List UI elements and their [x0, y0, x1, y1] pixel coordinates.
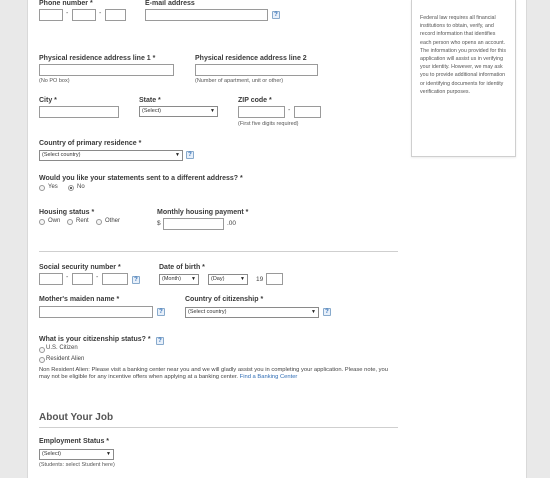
resident-alien-radio[interactable]	[39, 357, 45, 363]
address-line2-input[interactable]	[195, 64, 318, 76]
chevron-down-icon: ▼	[311, 309, 316, 315]
about-job-heading: About Your Job	[39, 412, 114, 423]
employment-status-select[interactable]	[39, 449, 114, 460]
citizenship-country-help-icon[interactable]: ?	[323, 308, 331, 316]
statements-no-label: No	[77, 184, 85, 190]
application-form-page	[27, 0, 527, 478]
email-help-icon[interactable]: ?	[272, 11, 280, 19]
section-divider	[39, 251, 398, 252]
citizenship-country-label: Country of citizenship *	[185, 296, 264, 303]
country-residence-value: (Select country)	[42, 152, 81, 158]
employment-status-hint: (Students: select Student here)	[39, 462, 115, 468]
housing-other-radio[interactable]	[96, 219, 102, 225]
chevron-down-icon: ▼	[175, 152, 180, 158]
dob-month-select[interactable]	[159, 274, 199, 285]
dob-year-input[interactable]	[266, 273, 283, 285]
ssn-dash-1: -	[66, 274, 69, 281]
country-residence-select[interactable]	[39, 150, 183, 161]
city-label: City *	[39, 97, 57, 104]
phone-dash-2: -	[99, 10, 102, 17]
housing-status-label: Housing status *	[39, 209, 95, 216]
dob-label: Date of birth *	[159, 264, 205, 271]
address-line1-label: Physical residence address line 1 *	[39, 55, 156, 62]
phone-dash-1: -	[66, 10, 69, 17]
cents-suffix: .00	[227, 220, 237, 227]
citizenship-country-value: (Select country)	[188, 309, 227, 315]
housing-other-label: Other	[105, 218, 121, 224]
address-line1-hint: (No PO box)	[39, 78, 70, 84]
phone-area-code-input[interactable]	[39, 9, 63, 21]
dob-day-value: (Day)	[211, 276, 225, 282]
ssn-part1-input[interactable]	[39, 273, 63, 285]
maiden-name-input[interactable]	[39, 306, 153, 318]
statements-yes-radio[interactable]	[39, 185, 45, 191]
state-select[interactable]	[139, 106, 218, 117]
resident-alien-label: Resident Alien	[46, 356, 85, 362]
chevron-down-icon: ▼	[191, 276, 196, 282]
zip-hint: (First five digits required)	[238, 121, 299, 127]
address-line1-input[interactable]	[39, 64, 174, 76]
housing-payment-label: Monthly housing payment *	[157, 209, 249, 216]
citizenship-status-label: What is your citizenship status? *	[39, 336, 151, 343]
federal-law-notice-text: Federal law requires all financial institutions to obtain, verify, and record information that identifies each person who opens an account. The information you provided for this application will assist us in verifying your identity. However, we may ask you to provide additional information or identifying documents for identity verification purposes.	[420, 15, 506, 95]
address-line2-label: Physical residence address line 2	[195, 55, 307, 62]
ssn-part3-input[interactable]	[102, 273, 128, 285]
zip-input[interactable]	[238, 106, 285, 118]
country-residence-help-icon[interactable]: ?	[186, 151, 194, 159]
job-section-divider	[39, 427, 398, 428]
phone-label: Phone number *	[39, 0, 93, 7]
dob-day-select[interactable]	[208, 274, 248, 285]
find-banking-center-link[interactable]: Find a Banking Center	[239, 374, 298, 380]
non-resident-note	[39, 367, 391, 381]
citizenship-country-select[interactable]	[185, 307, 319, 318]
ssn-help-icon[interactable]: ?	[132, 276, 140, 284]
ssn-part2-input[interactable]	[72, 273, 93, 285]
chevron-down-icon: ▼	[210, 108, 215, 114]
chevron-down-icon: ▼	[106, 451, 111, 457]
phone-prefix-input[interactable]	[72, 9, 96, 21]
ssn-dash-2: -	[96, 274, 99, 281]
city-input[interactable]	[39, 106, 119, 118]
statements-yes-label: Yes	[48, 184, 58, 190]
country-residence-label: Country of primary residence *	[39, 140, 142, 147]
address-line2-hint: (Number of apartment, unit or other)	[195, 78, 284, 84]
housing-rent-label: Rent	[76, 218, 89, 224]
dob-year-prefix: 19	[256, 276, 264, 283]
housing-own-radio[interactable]	[39, 219, 45, 225]
zip-label: ZIP code *	[238, 97, 272, 104]
phone-line-input[interactable]	[105, 9, 126, 21]
maiden-name-help-icon[interactable]: ?	[157, 308, 165, 316]
email-label: E-mail address	[145, 0, 195, 7]
dob-month-value: (Month)	[162, 276, 181, 282]
us-citizen-label: U.S. Citizen	[46, 345, 78, 351]
employment-status-label: Employment Status *	[39, 438, 110, 445]
state-label: State *	[139, 97, 161, 104]
employment-status-value: (Select)	[42, 451, 61, 457]
zip-dash: -	[288, 107, 291, 114]
federal-law-notice-panel	[411, 0, 516, 157]
statements-no-radio[interactable]	[68, 185, 74, 191]
currency-symbol: $	[157, 220, 161, 227]
ssn-label: Social security number *	[39, 264, 121, 271]
non-resident-note-text: Non Resident Alien: Please visit a banking center near you and we will gladly assist you in completing your application. Please note, you may not be eligible for any incentive offers when applying at a banking center.	[39, 367, 388, 380]
housing-payment-input[interactable]	[163, 218, 224, 230]
us-citizen-radio[interactable]	[39, 347, 45, 353]
email-input[interactable]	[145, 9, 268, 21]
maiden-name-label: Mother's maiden name *	[39, 296, 120, 303]
housing-own-label: Own	[48, 218, 61, 224]
state-select-value: (Select)	[142, 108, 161, 114]
zip-extension-input[interactable]	[294, 106, 321, 118]
citizenship-status-help-icon[interactable]: ?	[156, 337, 164, 345]
statements-question: Would you like your statements sent to a different address? *	[39, 175, 243, 182]
housing-rent-radio[interactable]	[67, 219, 73, 225]
chevron-down-icon: ▼	[240, 276, 245, 282]
